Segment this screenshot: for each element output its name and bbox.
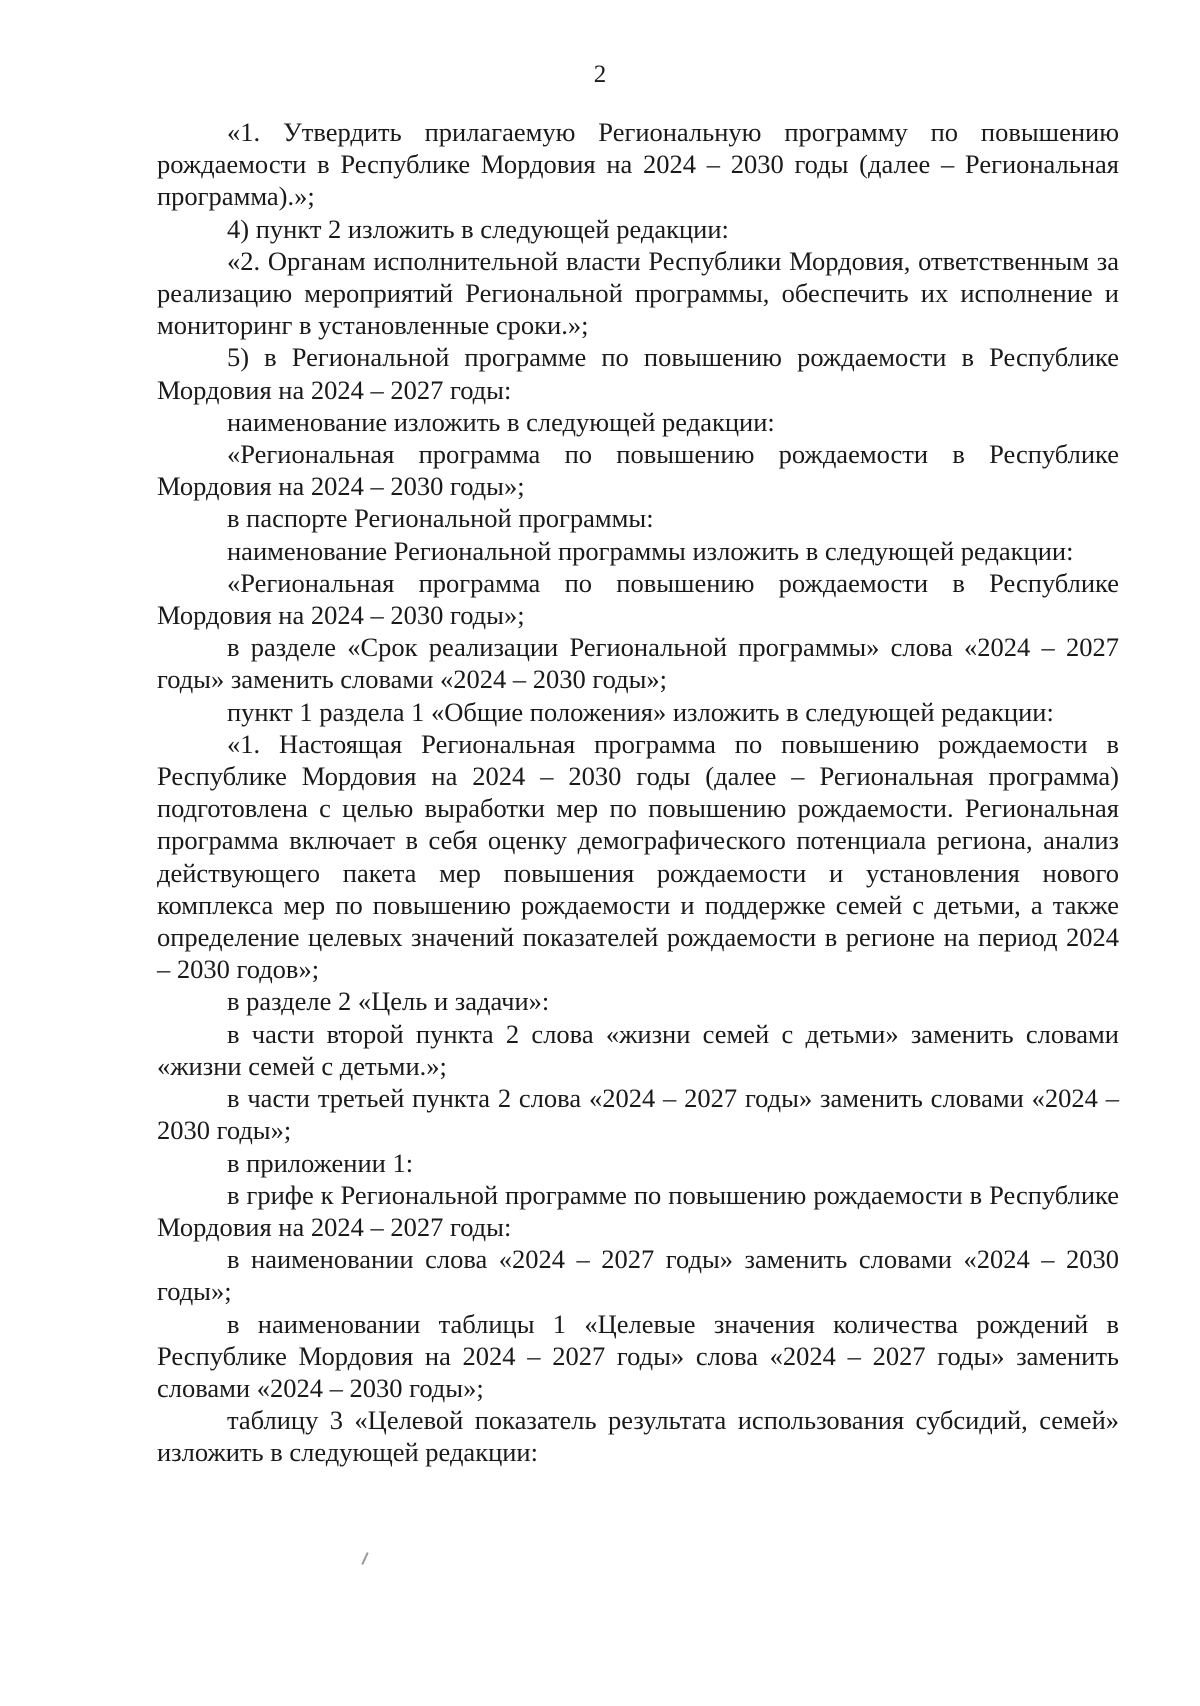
page-number: 2 (593, 61, 607, 88)
paragraph: в разделе «Срок реализации Региональной программы» слова «2024 – 2027 годы» заменить словами «2024 – 2030 годы»; (157, 632, 1119, 695)
paragraph: в грифе к Региональной программе по повышению рождаемости в Республике Мордовия на 2024 – 2027 годы: (157, 1179, 1119, 1242)
paragraph: «Региональная программа по повышению рождаемости в Республике Мордовия на 2024 – 2030 годы»; (157, 567, 1119, 631)
scan-speck (361, 1552, 368, 1565)
paragraph: «2. Органам исполнительной власти Республики Мордовия, ответственным за реализацию мероприятий Региональной программы, обеспечить их исполнение и мониторинг в установленные сроки.»; (157, 245, 1119, 341)
paragraph: в части третьей пункта 2 слова «2024 – 2027 годы» заменить словами «2024 – 2030 годы»; (157, 1083, 1119, 1146)
paragraph: «1. Утвердить прилагаемую Региональную программу по повышению рождаемости в Республике Мордовия на 2024 – 2030 годы (далее – Региональная программа).»; (157, 117, 1119, 212)
paragraph: в приложении 1: (227, 1147, 414, 1178)
paragraph: в разделе 2 «Цель и задачи»: (227, 986, 550, 1017)
paragraph: в наименовании таблицы 1 «Целевые значения количества рождений в Республике Мордовия на 2024 – 2027 годы» слова «2024 – 2027 годы» заменить словами «2024 – 2030 годы»; (157, 1308, 1119, 1403)
paragraph: таблицу 3 «Целевой показатель результата использования субсидий, семей» изложить в следующей редакции: (157, 1405, 1119, 1468)
paragraph: пункт 1 раздела 1 «Общие положения» изложить в следующей редакции: (227, 696, 1054, 727)
paragraph: наименование Региональной программы изложить в следующей редакции: (227, 535, 1074, 566)
paragraph: наименование изложить в следующей редакции: (227, 406, 775, 437)
paragraph: 5) в Региональной программе по повышению рождаемости в Республике Мордовия на 2024 – 2027 годы: (157, 342, 1119, 405)
paragraph: «Региональная программа по повышению рождаемости в Республике Мордовия на 2024 – 2030 годы»; (157, 439, 1119, 502)
paragraph: в паспорте Региональной программы: (227, 503, 654, 534)
paragraph: 4) пункт 2 изложить в следующей редакции: (227, 213, 729, 244)
paragraph: «1. Настоящая Региональная программа по повышению рождаемости в Республике Мордовия на 2024 – 2030 годы (далее – Региональная программа) подготовлена с целью выработки мер по повышению рождаемости. Региональная программа включает в себя оценку демографического потенциала региона, анализ действующего пакета мер повышения рождаемости и установления нового комплекса мер по повышению рождаемости и поддержке семей с детьми, а также определение целевых значений показателей рождаемости в регионе на период 2024 – 2030 годов»; (157, 728, 1119, 985)
paragraph: в наименовании слова «2024 – 2027 годы» заменить словами «2024 – 2030 годы»; (157, 1244, 1119, 1307)
document-body (157, 116, 1119, 1469)
paragraph: в части второй пункта 2 слова «жизни семей с детьми» заменить словами «жизни семей с детьми.»; (157, 1018, 1119, 1081)
